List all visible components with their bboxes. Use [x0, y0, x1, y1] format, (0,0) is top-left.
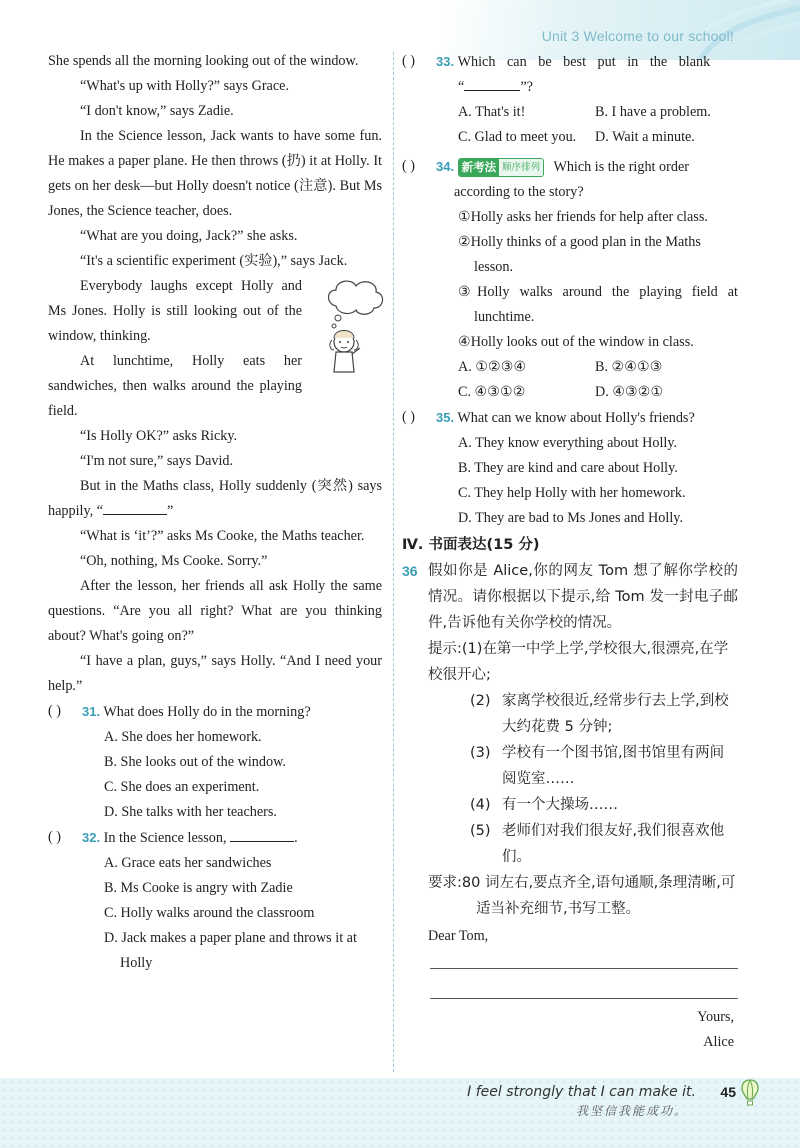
option-row	[402, 100, 738, 125]
story-paragraph-maths	[48, 474, 382, 524]
story-paragraph: At lunchtime, Holly eats her sandwiches, then walks around the playing field.	[48, 353, 302, 419]
requirement-text: 要求:80 词左右,要点齐全,语句通顺,条理清晰,可适当补充细节,书写工整。	[428, 875, 736, 917]
letter-closing: Yours,	[697, 1009, 734, 1025]
question-31	[48, 699, 382, 725]
option[interactable]: C. They help Holly with her homework.	[458, 485, 686, 501]
hint-text: 家离学校很近,经常步行去上学,到校大约花费 5 分钟;	[502, 693, 729, 735]
story-paragraph: Everybody laughs except Holly and Ms Jones. Holly is still looking out of the window, thinking.	[48, 278, 302, 344]
footer-slogan-cn: 我坚信我能成功。	[575, 1104, 688, 1118]
option-row	[402, 125, 738, 150]
option[interactable]: A. ①②③④	[458, 359, 527, 375]
option[interactable]: B. Ms Cooke is angry with Zadie	[104, 880, 293, 896]
story-paragraph: “Is Holly OK?” asks Ricky.	[80, 428, 238, 444]
option[interactable]: D. Wait a minute.	[595, 129, 695, 145]
option[interactable]: C. Glad to meet you.	[458, 129, 577, 145]
answer-bracket[interactable]: ( )	[48, 829, 61, 845]
page-number: 45	[720, 1084, 736, 1100]
writing-prompt-text: 假如你是 Alice,你的网友 Tom 想了解你学校的情况。请你根据以下提示,给 Tom 发一封电子邮件,告诉他有关你学校的情况。	[428, 563, 738, 631]
writing-requirement	[402, 870, 738, 922]
hint-number: (5)	[470, 823, 491, 839]
order-item: ①Holly asks her friends for help after class.	[458, 209, 708, 225]
column-divider	[393, 52, 394, 1072]
page-footer	[0, 1078, 800, 1148]
thinking-girl-illustration	[322, 278, 388, 376]
option[interactable]: A. Grace eats her sandwiches	[104, 855, 272, 871]
question-blank	[464, 77, 520, 91]
option[interactable]: D. They are bad to Ms Jones and Holly.	[458, 510, 683, 526]
writing-prompt	[402, 558, 738, 636]
hint-text: 在第一中学上学,学校很大,很漂亮,在学校很开心;	[428, 641, 729, 683]
hint-number: (1)	[461, 641, 483, 657]
story-text: ”	[167, 503, 174, 519]
question-33	[402, 49, 738, 75]
story-paragraph: She spends all the morning looking out of the window.	[48, 53, 359, 69]
order-item: ③Holly walks around the playing field at lunchtime.	[458, 284, 738, 325]
story-paragraph: After the lesson, her friends all ask Holly the same questions. “Are you all right? What are you thinking about? What's going on?”	[48, 578, 382, 644]
hint-row	[402, 688, 738, 740]
section-title-writing: Ⅳ. 书面表达(15 分)	[402, 537, 540, 553]
hint-number: (2)	[470, 693, 491, 709]
option[interactable]: C. Holly walks around the classroom	[104, 905, 315, 921]
story-paragraph: “It's a scientific experiment (实验),” says Jack.	[80, 253, 348, 269]
answer-bracket[interactable]: ( )	[402, 53, 415, 69]
story-paragraph: “Oh, nothing, Ms Cooke. Sorry.”	[80, 553, 268, 569]
letter-greeting: Dear Tom,	[428, 928, 489, 944]
answer-bracket[interactable]: ( )	[402, 158, 415, 174]
story-paragraph: “What is ‘it’?” asks Ms Cooke, the Maths teacher.	[80, 528, 365, 544]
option[interactable]: D. ④③②①	[595, 384, 664, 400]
option[interactable]: B. ②④①③	[595, 359, 663, 375]
question-number: 31.	[82, 704, 101, 719]
hint-row	[402, 818, 738, 870]
new-method-badge	[458, 158, 545, 177]
option-row	[402, 355, 738, 380]
answer-bracket[interactable]: ( )	[402, 409, 415, 425]
letter-signature: Alice	[703, 1034, 734, 1050]
question-blank	[230, 828, 294, 842]
question-number: 35.	[436, 410, 455, 425]
hint-number: (3)	[470, 745, 491, 761]
question-text: Which is the right order according to the story?	[454, 159, 689, 200]
footer-slogan-en: I feel strongly that I can make it.	[467, 1084, 696, 1100]
question-32	[48, 825, 382, 851]
question-35	[402, 405, 738, 431]
story-paragraph: “I have a plan, guys,” says Holly. “And I need your help.”	[48, 653, 382, 694]
answer-bracket[interactable]: ( )	[48, 703, 61, 719]
badge-main: 新考法	[459, 158, 500, 177]
quote-close: ”?	[520, 79, 533, 95]
badge-sub: 顺序排列	[499, 158, 543, 177]
question-number: 33.	[436, 54, 455, 69]
question-text: Which can be best put in the blank	[457, 54, 711, 70]
answer-blank-33	[103, 501, 167, 515]
option[interactable]: A. That's it!	[458, 104, 526, 120]
questions-column	[402, 49, 738, 1055]
hint-number: (4)	[470, 797, 491, 813]
story-text: But in the Maths class, Holly suddenly (突然) says happily, “	[48, 478, 382, 519]
story-paragraph: “What's up with Holly?” says Grace.	[80, 78, 289, 94]
option-row	[402, 380, 738, 405]
story-paragraph: “I don't know,” says Zadie.	[80, 103, 234, 119]
unit-title: Unit 3 Welcome to our school!	[541, 28, 734, 44]
option[interactable]: C. ④③①②	[458, 384, 526, 400]
writing-line[interactable]	[430, 949, 738, 969]
option[interactable]: B. They are kind and care about Holly.	[458, 460, 678, 476]
question-number: 36	[402, 563, 418, 579]
option[interactable]: B. She looks out of the window.	[104, 754, 286, 770]
question-33-blank-line	[402, 75, 738, 100]
illustrated-block	[48, 274, 382, 424]
hint-label: 提示:	[428, 641, 462, 657]
order-item: ④Holly looks out of the window in class.	[458, 334, 694, 350]
writing-line[interactable]	[430, 979, 738, 999]
question-number: 34.	[436, 159, 455, 174]
hint-row	[402, 792, 738, 818]
option[interactable]: A. She does her homework.	[104, 729, 262, 745]
option[interactable]: D. Jack makes a paper plane and throws it at Holly	[104, 930, 357, 971]
story-paragraph: “What are you doing, Jack?” she asks.	[80, 228, 298, 244]
option[interactable]: B. I have a problem.	[595, 104, 711, 120]
question-number: 32.	[82, 830, 101, 845]
story-paragraph: In the Science lesson, Jack wants to have some fun. He makes a paper plane. He then throws (扔) it at Holly. It gets on her desk—but Holly doesn't notice (注意). But Ms Jones, the Science teacher, does.	[48, 128, 382, 219]
option[interactable]: C. She does an experiment.	[104, 779, 260, 795]
hot-air-balloon-icon	[738, 1078, 762, 1108]
question-34	[402, 154, 738, 205]
hint-text: 老师们对我们很友好,我们很喜欢他们。	[502, 823, 725, 865]
hint-row	[402, 636, 738, 688]
option[interactable]: A. They know everything about Holly.	[458, 435, 678, 451]
hint-text: 学校有一个图书馆,图书馆里有两间阅览室……	[502, 745, 725, 787]
story-column	[48, 49, 382, 976]
question-text: In the Science lesson,	[103, 830, 227, 846]
quote-open: “	[458, 79, 465, 95]
question-text-end: .	[294, 830, 298, 846]
story-paragraph: “I'm not sure,” says David.	[80, 453, 234, 469]
order-item: ②Holly thinks of a good plan in the Maths lesson.	[458, 234, 701, 275]
question-text: What can we know about Holly's friends?	[457, 410, 695, 426]
question-text: What does Holly do in the morning?	[103, 704, 311, 720]
option[interactable]: D. She talks with her teachers.	[104, 804, 277, 820]
hint-text: 有一个大操场……	[502, 797, 618, 813]
hint-row	[402, 740, 738, 792]
